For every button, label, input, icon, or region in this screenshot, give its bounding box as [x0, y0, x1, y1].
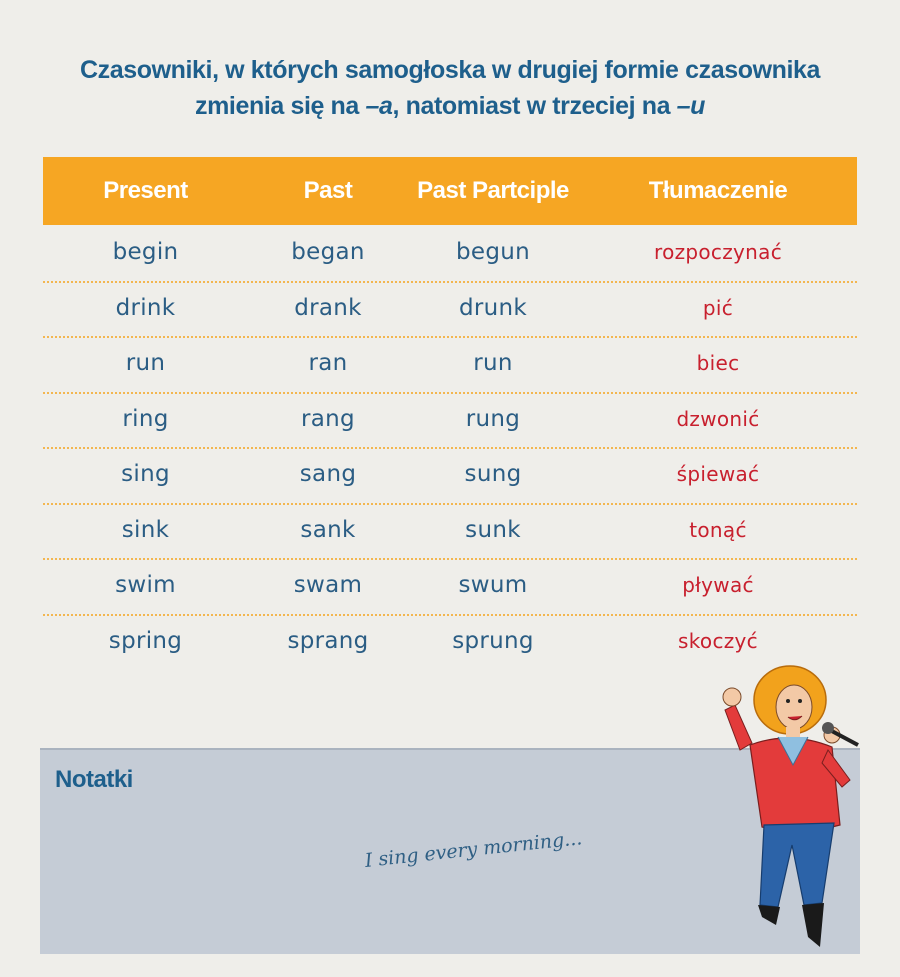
header-past: Past [303, 177, 353, 204]
header-present: Present [103, 177, 188, 204]
cell-past: sank [300, 516, 356, 543]
cell-present: drink [115, 294, 176, 321]
table-row [43, 336, 857, 394]
cell-past-participle: sunk [465, 516, 521, 543]
header-translation: Tłumaczenie [648, 177, 788, 204]
table-row [43, 503, 857, 561]
title-line-2-mid: , natomiast w trzeciej na [392, 92, 677, 120]
cell-past: swam [293, 572, 363, 598]
table-row [43, 281, 857, 339]
cell-past: sang [299, 461, 357, 487]
page-title [0, 52, 900, 124]
cell-past-participle: rung [465, 405, 521, 432]
title-line-2-text: zmienia się na [195, 92, 366, 120]
cell-present: sing [121, 461, 170, 487]
table-row [43, 558, 857, 616]
cell-past-participle: sung [464, 461, 522, 487]
cell-present: run [125, 350, 166, 376]
cell-translation: pływać [682, 573, 754, 597]
cell-present: ring [122, 405, 169, 432]
cell-translation: tonąć [689, 517, 747, 542]
cell-past-participle: drunk [458, 294, 528, 321]
cell-past-participle: swum [458, 572, 528, 598]
cell-past: rang [301, 405, 355, 432]
table-row [43, 392, 857, 450]
cell-present: begin [112, 239, 179, 265]
table-row [43, 447, 857, 505]
title-line-1: Czasowniki, w których samogłoska w drugiej formie czasownika [79, 56, 821, 84]
cell-past: ran [308, 350, 348, 376]
cell-past-participle: begun [455, 239, 530, 265]
cell-translation: skoczyć [678, 628, 758, 653]
cell-past: sprang [287, 627, 369, 654]
notes-label: Notatki [55, 766, 133, 793]
cell-translation: pić [702, 295, 734, 320]
cell-past: began [291, 239, 365, 265]
notes-handwritten-text: I sing every morning... [363, 827, 584, 872]
cell-present: swim [115, 572, 176, 598]
cell-translation: dzwonić [676, 406, 760, 431]
cell-present: sink [121, 516, 170, 543]
header-past-participle: Past Partciple [417, 177, 569, 204]
title-vowel-u: –u [676, 92, 705, 120]
table-header [43, 157, 857, 225]
cell-translation: biec [696, 351, 740, 375]
title-line-2 [0, 88, 900, 124]
table-row [43, 225, 857, 283]
cell-translation: rozpoczynać [653, 240, 782, 264]
singer-illustration [700, 655, 870, 955]
cell-translation: śpiewać [676, 462, 760, 486]
cell-present: spring [108, 627, 183, 654]
title-vowel-a: –a [365, 92, 393, 120]
cell-past: drank [294, 294, 362, 321]
cell-past-participle: sprung [452, 627, 534, 654]
cell-past-participle: run [473, 350, 513, 376]
